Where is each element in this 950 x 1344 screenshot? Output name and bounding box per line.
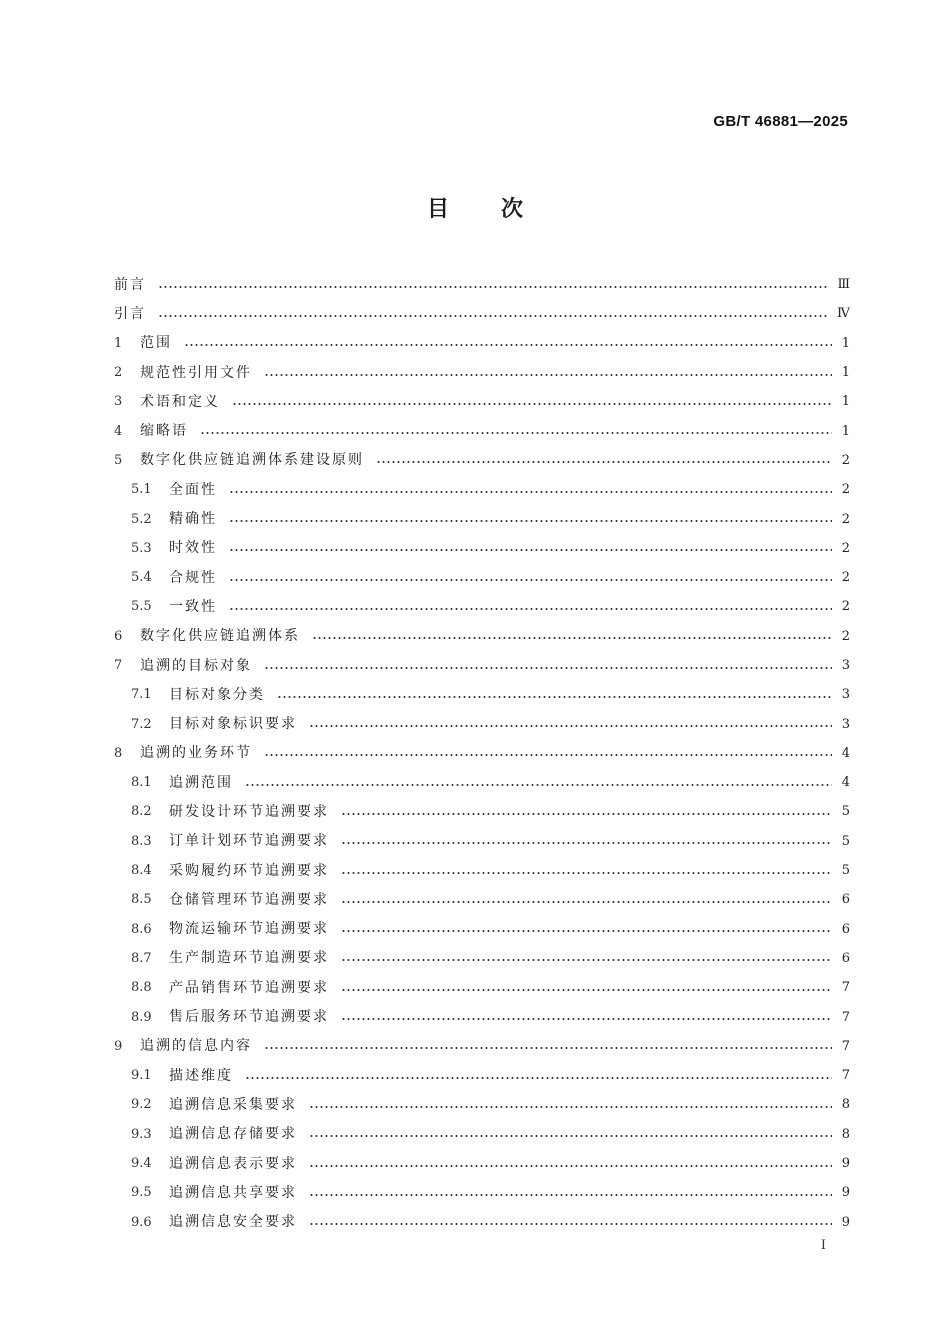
dot-leader: [158, 286, 829, 288]
toc-entry[interactable]: [114, 387, 850, 416]
dot-leader: [232, 403, 832, 405]
toc-entry-label: 前言: [114, 276, 146, 293]
toc-entry-label: 追溯信息采集要求: [169, 1096, 297, 1113]
toc-entry-label: 物流运输环节追溯要求: [169, 921, 329, 938]
toc-entry-label: 术语和定义: [140, 393, 220, 410]
title-char-2: 次: [501, 197, 524, 222]
toc-entry-page: 5: [841, 833, 850, 849]
toc-entry-page: 9: [841, 1185, 850, 1201]
toc-entry-page: 6: [841, 921, 850, 937]
toc-entry-label: 精确性: [169, 511, 217, 528]
toc-entry-label: 订单计划环节追溯要求: [169, 833, 329, 850]
toc-entry[interactable]: [114, 944, 850, 973]
dot-leader: [309, 1165, 832, 1167]
toc-entry-number: 9: [114, 1038, 123, 1054]
toc-entry[interactable]: [114, 358, 850, 387]
dot-leader: [376, 461, 832, 463]
dot-leader: [309, 1106, 832, 1108]
toc-entry-number: 8.6: [131, 921, 152, 937]
toc-entry-page: 4: [841, 745, 850, 761]
toc-entry-number: 8.2: [131, 804, 152, 820]
toc-entry-label: 追溯范围: [169, 774, 233, 791]
toc-entry-number: 8.9: [131, 1009, 152, 1025]
toc-entry-label: 售后服务环节追溯要求: [169, 1009, 329, 1026]
toc-entry[interactable]: [114, 592, 850, 621]
toc-entry-number: 6: [114, 628, 123, 644]
toc-entry[interactable]: [114, 1120, 850, 1149]
toc-entry[interactable]: [114, 885, 850, 914]
toc-entry-number: 8: [114, 745, 123, 761]
toc-entry[interactable]: [114, 1090, 850, 1119]
toc-entry-label: 采购履约环节追溯要求: [169, 862, 329, 879]
dot-leader: [245, 784, 832, 786]
toc-entry[interactable]: [114, 651, 850, 680]
toc-entry[interactable]: [114, 709, 850, 738]
dot-leader: [309, 1135, 832, 1137]
dot-leader: [264, 374, 832, 376]
toc-entry-page: 2: [841, 540, 850, 556]
toc-entry[interactable]: [114, 1208, 850, 1237]
toc-entry-page: 3: [841, 658, 850, 673]
dot-leader: [264, 1047, 832, 1049]
toc-entry-label: 追溯信息表示要求: [169, 1155, 297, 1172]
toc-entry-page: 8: [841, 1097, 850, 1113]
toc-entry-label: 研发设计环节追溯要求: [169, 803, 329, 820]
toc-entry[interactable]: [114, 329, 850, 358]
toc-entry-label: 生产制造环节追溯要求: [169, 950, 329, 967]
toc-entry-label: 全面性: [169, 481, 217, 498]
toc-entry[interactable]: [114, 856, 850, 885]
dot-leader: [229, 579, 832, 581]
toc-entry-number: 5.3: [131, 540, 152, 556]
toc-entry-page: 9: [841, 1156, 850, 1172]
toc-entry-label: 目标对象标识要求: [169, 716, 297, 733]
toc-entry[interactable]: [114, 915, 850, 944]
toc-entry-page: 7: [841, 1068, 850, 1084]
toc-entry-number: 8.5: [131, 892, 152, 908]
dot-leader: [341, 901, 832, 903]
toc-entry[interactable]: [114, 768, 850, 797]
toc-entry-number: 8.3: [131, 833, 152, 849]
toc-entry[interactable]: [114, 1061, 850, 1090]
dot-leader: [312, 637, 832, 639]
toc-entry-label: 引言: [114, 305, 146, 322]
dot-leader: [309, 1194, 832, 1196]
toc-entry-page: 2: [841, 511, 850, 527]
toc-entry-page: Ⅲ: [837, 277, 850, 293]
toc-entry[interactable]: [114, 299, 850, 328]
dot-leader: [200, 432, 832, 434]
toc-entry[interactable]: [114, 416, 850, 445]
toc-entry-number: 5.1: [131, 482, 152, 498]
toc-entry-label: 目标对象分类: [169, 686, 265, 703]
toc-entry-label: 一致性: [169, 598, 217, 615]
dot-leader: [245, 1077, 832, 1079]
dot-leader: [264, 667, 832, 669]
dot-leader: [341, 813, 832, 815]
toc-entry[interactable]: [114, 1178, 850, 1207]
toc-entry-number: 9.6: [131, 1214, 152, 1230]
toc-entry-page: 2: [841, 482, 850, 498]
toc-entry-page: 7: [841, 1009, 850, 1025]
toc-entry-page: 1: [841, 335, 850, 351]
toc-entry-number: 3: [114, 394, 123, 410]
toc-entry[interactable]: [114, 827, 850, 856]
toc-entry-page: 8: [841, 1126, 850, 1142]
dot-leader: [341, 989, 832, 991]
toc-entry-number: 8.8: [131, 980, 152, 996]
toc-entry[interactable]: [114, 739, 850, 768]
toc-entry[interactable]: [114, 622, 850, 651]
toc-entry-number: 7.1: [131, 687, 152, 703]
toc-entry-page: Ⅳ: [837, 306, 850, 322]
toc-entry-page: 1: [841, 365, 850, 381]
toc-entry-number: 7.2: [131, 716, 152, 732]
toc-entry[interactable]: [114, 475, 850, 504]
dot-leader: [229, 608, 832, 610]
toc-entry[interactable]: [114, 563, 850, 592]
toc-entry-page: 2: [841, 452, 850, 468]
toc-entry-page: 3: [841, 687, 850, 703]
dot-leader: [341, 872, 832, 874]
toc-entry-number: 5.5: [131, 599, 152, 615]
toc-entry-page: 6: [841, 950, 850, 966]
toc-entry[interactable]: [114, 1032, 850, 1061]
toc-entry-page: 1: [841, 423, 850, 439]
toc-entry[interactable]: [114, 504, 850, 533]
toc-entry-label: 追溯的信息内容: [140, 1038, 252, 1055]
toc-entry[interactable]: [114, 446, 850, 475]
toc-entry-number: 2: [114, 365, 123, 381]
dot-leader: [309, 1223, 832, 1225]
footer-page-number: I: [820, 1238, 826, 1253]
toc-entry-label: 时效性: [169, 540, 217, 557]
toc-entry-page: 2: [841, 628, 850, 644]
toc-entry-page: 7: [841, 1038, 850, 1054]
toc-entry-number: 7: [114, 658, 123, 673]
toc-entry-label: 缩略语: [140, 423, 188, 440]
toc-entry-label: 追溯信息安全要求: [169, 1214, 297, 1231]
dot-leader: [158, 315, 829, 317]
toc-entry-page: 6: [841, 892, 850, 908]
dot-leader: [341, 930, 832, 932]
toc-entry-number: 1: [114, 335, 123, 351]
dot-leader: [341, 959, 832, 961]
toc-entry-label: 仓储管理环节追溯要求: [169, 891, 329, 908]
toc-entry[interactable]: [114, 1149, 850, 1178]
toc-entry-number: 9.3: [131, 1126, 152, 1142]
toc-entry[interactable]: [114, 270, 850, 299]
toc-entry-label: 合规性: [169, 569, 217, 586]
toc-entry-number: 8.4: [131, 863, 152, 879]
dot-leader: [229, 549, 832, 551]
dot-leader: [184, 344, 832, 346]
toc-entry[interactable]: [114, 534, 850, 563]
toc-entry-page: 4: [841, 775, 850, 791]
toc-entry-number: 8.1: [131, 775, 152, 791]
dot-leader: [341, 1018, 832, 1020]
toc-entry-number: 5.2: [131, 511, 152, 527]
dot-leader: [309, 725, 832, 727]
toc-entry-number: 4: [114, 423, 123, 439]
toc-entry-number: 9.5: [131, 1185, 152, 1201]
toc-entry-page: 3: [841, 716, 850, 732]
toc-entry[interactable]: [114, 680, 850, 709]
dot-leader: [229, 491, 832, 493]
toc-entry[interactable]: [114, 1002, 850, 1031]
toc-entry-number: 9.1: [131, 1068, 152, 1084]
toc-entry-label: 数字化供应链追溯体系: [140, 628, 300, 645]
toc-entry[interactable]: [114, 797, 850, 826]
toc-entry-label: 产品销售环节追溯要求: [169, 979, 329, 996]
toc-entry-label: 描述维度: [169, 1067, 233, 1084]
dot-leader: [229, 520, 832, 522]
toc-entry-number: 5: [114, 452, 123, 468]
table-of-contents: [114, 270, 850, 1237]
title-char-1: 目: [426, 197, 449, 222]
toc-entry-label: 规范性引用文件: [140, 364, 252, 381]
toc-entry-label: 追溯的业务环节: [140, 745, 252, 762]
toc-entry-number: 9.4: [131, 1156, 152, 1172]
toc-entry-page: 5: [841, 863, 850, 879]
dot-leader: [341, 842, 832, 844]
toc-entry-page: 9: [841, 1214, 850, 1230]
toc-entry-label: 追溯信息共享要求: [169, 1184, 297, 1201]
toc-entry-label: 数字化供应链追溯体系建设原则: [140, 452, 364, 469]
toc-entry-label: 范围: [140, 335, 172, 352]
dot-leader: [264, 754, 832, 756]
toc-entry-number: 8.7: [131, 950, 152, 966]
toc-entry-number: 9.2: [131, 1097, 152, 1113]
toc-entry-label: 追溯信息存储要求: [169, 1126, 297, 1143]
toc-entry-number: 5.4: [131, 570, 152, 586]
toc-entry-page: 2: [841, 599, 850, 615]
page-title: [0, 192, 950, 223]
dot-leader: [277, 696, 832, 698]
toc-entry-page: 1: [841, 394, 850, 410]
toc-entry-page: 7: [841, 980, 850, 996]
toc-entry-label: 追溯的目标对象: [140, 657, 252, 674]
toc-entry-page: 2: [841, 570, 850, 586]
toc-entry[interactable]: [114, 973, 850, 1002]
standard-code: GB/T 46881—2025: [713, 113, 848, 130]
toc-entry-page: 5: [841, 804, 850, 820]
